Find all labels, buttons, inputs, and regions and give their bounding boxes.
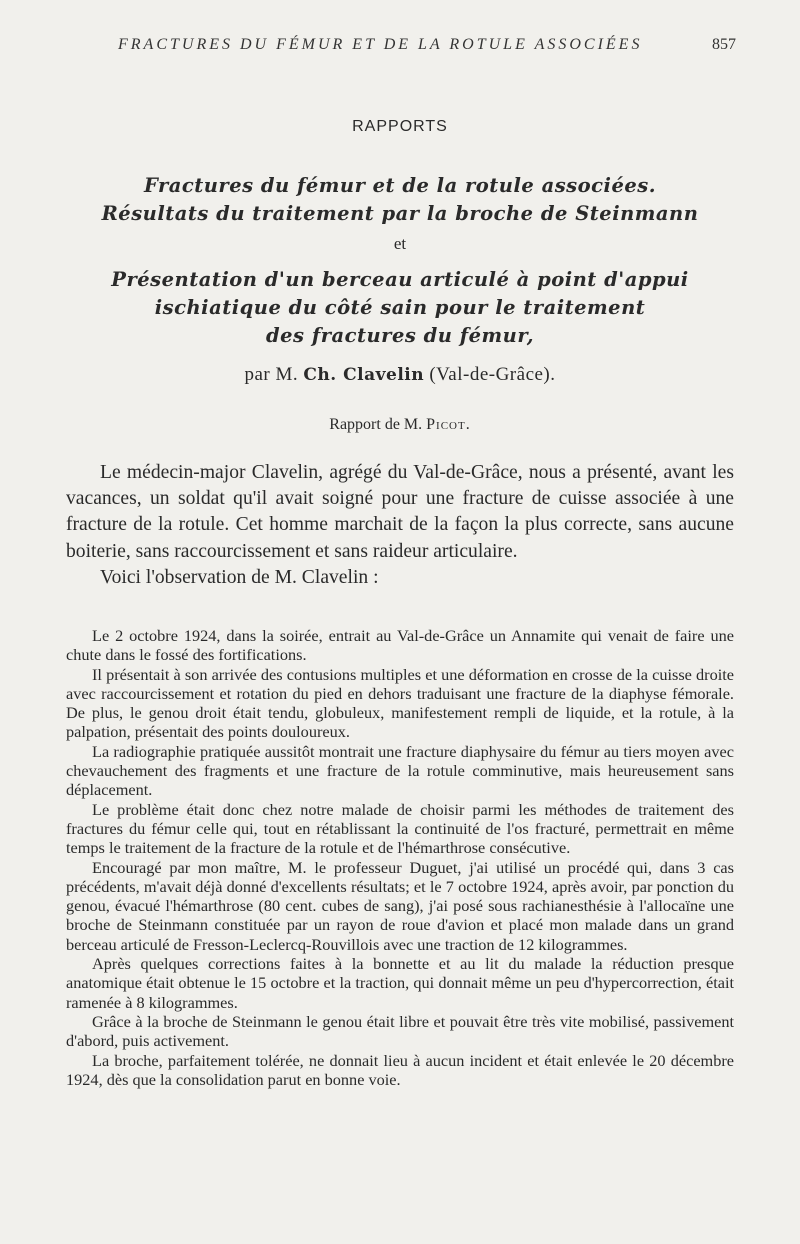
byline-affiliation: (Val-de-Grâce). xyxy=(429,364,556,385)
title-line-2: Résultats du traitement par la broche de Steinmann xyxy=(101,202,699,225)
byline-author: Ch. Clavelin xyxy=(303,365,425,385)
section-heading: RAPPORTS xyxy=(352,118,448,135)
observation-text xyxy=(66,626,734,1089)
article-title xyxy=(60,172,740,350)
observation-paragraph: Le 2 octobre 1924, dans la soirée, entrait au Val-de-Grâce un Annamite qui venait de faire une chute dans le fossé des fortifications. xyxy=(66,626,734,665)
page-number: 857 xyxy=(712,36,736,53)
observation-paragraph: Après quelques corrections faites à la bonnette et au lit du malade la réduction presque anatomique était obtenue le 15 octobre et la traction, qui donnait même un peu d'hypercorrection, était ramenée à 8 kilogrammes. xyxy=(66,954,734,1012)
title-line-5: des fractures du fémur, xyxy=(266,324,534,347)
running-header: FRACTURES DU FÉMUR ET DE LA ROTULE ASSOCIÉES xyxy=(118,36,643,53)
observation-paragraph: La radiographie pratiquée aussitôt montrait une fracture diaphysaire du fémur au tiers moyen avec chevauchement des fragments et une fracture de la rotule comminutive, mais heureusement sans déplacement. xyxy=(66,741,734,800)
intro-paragraph: Voici l'observation de M. Clavelin : xyxy=(100,566,379,588)
intro-text xyxy=(66,460,734,591)
observation-paragraph: Grâce à la broche de Steinmann le genou était libre et pouvait être très vite mobilisé, passivement d'abord, puis activement. xyxy=(66,1011,734,1051)
report-attribution xyxy=(0,416,800,434)
intro-paragraph: Le médecin-major Clavelin, agrégé du Val-de-Grâce, nous a présenté, avant les vacances, un soldat qu'il avait soigné pour une fracture de cuisse associée à une fracture de la rotule. Cet homme marchait de la façon la plus correcte, sans aucune boiterie, sans raccourcissement et sans raideur articulaire. xyxy=(66,462,734,562)
observation-paragraph: La broche, parfaitement tolérée, ne donnait lieu à aucun incident et était enlevée le 20 décembre 1924, dès que la consolidation parut en bonne voie. xyxy=(66,1050,734,1089)
title-line-1: Fractures du fémur et de la rotule associées. xyxy=(143,174,657,197)
title-line-4: ischiatique du côté sain pour le traitement xyxy=(154,296,646,319)
byline-prefix: par M. xyxy=(244,364,299,385)
observation-paragraph: Encouragé par mon maître, M. le professeur Duguet, j'ai utilisé un procédé qui, dans 3 cas précédents, m'avait déjà donné d'excellents résultats; et le 7 octobre 1924, après avoir, par ponction du genou, évacué l'hémarthrose (80 cent. cubes de sang), j'ai posé sous rachianesthésie à l'allocaïne une broche de Steinmann constituée par un rayon de roue d'avion et placé mon malade dans un grand berceau articulé de Fresson-Leclercq-Rouvillois avec une traction de 12 kilogrammes. xyxy=(66,857,734,954)
title-line-3: Présentation d'un berceau articulé à point d'appui xyxy=(111,268,689,291)
title-connector: et xyxy=(393,234,407,253)
report-prefix: Rapport de M. xyxy=(329,416,423,433)
observation-paragraph: Le problème était donc chez notre malade de choisir parmi les méthodes de traitement des fractures du fémur celle qui, tout en rétablissant la continuité de l'os fracturé, permettrait en même temps le traitement de la fracture de la rotule et de l'hémarthrose consécutive. xyxy=(66,799,734,858)
observation-paragraph: Il présentait à son arrivée des contusions multiples et une déformation en crosse de la cuisse droite avec raccourcissement et rotation du pied en dehors traduisant une fracture de la diaphyse fémorale. De plus, le genou droit était tendu, globuleux, manifestement rempli de liquide, et la rotule, à la palpation, présentait des points douloureux. xyxy=(66,664,734,742)
report-reporter: Picot. xyxy=(426,416,471,433)
byline xyxy=(0,364,800,386)
